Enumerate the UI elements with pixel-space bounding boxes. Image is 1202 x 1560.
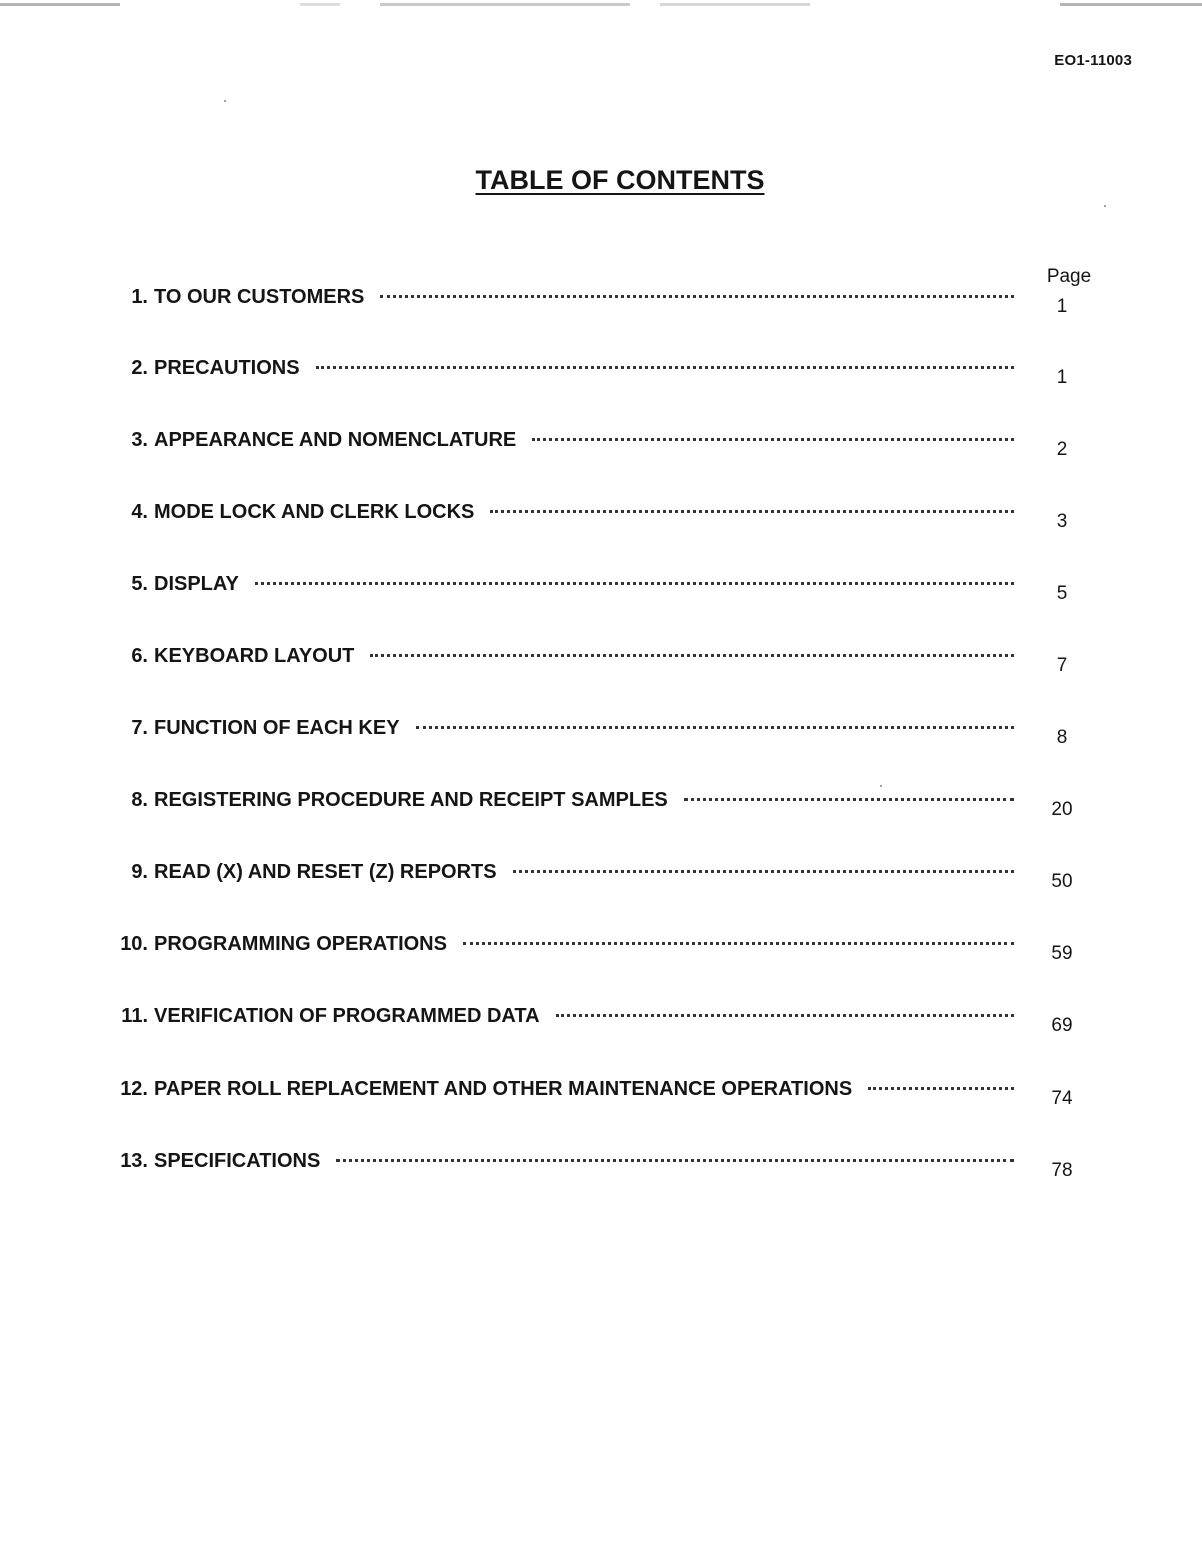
toc-entry-title: MODE LOCK AND CLERK LOCKS	[154, 501, 475, 523]
toc-entry-title: KEYBOARD LAYOUT	[154, 645, 355, 667]
toc-entry-page: 59	[1051, 943, 1073, 964]
toc-entry-number: 8.	[131, 789, 148, 811]
toc-entry[interactable]	[0, 1150, 1202, 1180]
toc-entry-number: 9.	[131, 861, 148, 883]
toc-entry-number: 4.	[131, 501, 148, 523]
toc-entry-page: 5	[1056, 583, 1068, 604]
toc-entry-page: 78	[1051, 1160, 1073, 1181]
dot-leader	[513, 870, 1014, 873]
toc-entry-title: READ (X) AND RESET (Z) REPORTS	[154, 861, 497, 883]
toc-entry[interactable]	[0, 501, 1202, 531]
toc-entry[interactable]	[0, 357, 1202, 387]
toc-entry-page: 69	[1051, 1015, 1073, 1036]
toc-entry-number: 5.	[131, 573, 148, 595]
toc-entry-page: 1	[1056, 296, 1068, 317]
page-title: TABLE OF CONTENTS	[475, 165, 765, 195]
toc-entry-number: 2.	[131, 357, 148, 379]
toc-entry[interactable]	[0, 1005, 1202, 1035]
scan-speck	[224, 100, 226, 102]
toc-entry-number: 13.	[120, 1150, 148, 1172]
toc-entry[interactable]	[0, 1078, 1202, 1108]
toc-entry-number: 11.	[121, 1005, 148, 1027]
dot-leader	[490, 510, 1014, 513]
scan-edge-artifact	[0, 0, 1202, 12]
document-code: EO1-11003	[1054, 52, 1132, 69]
toc-entry-number: 10.	[120, 933, 148, 955]
toc-entry[interactable]	[0, 717, 1202, 747]
toc-entry-title: APPEARANCE AND NOMENCLATURE	[154, 429, 517, 451]
dot-leader	[380, 295, 1014, 298]
toc-entry[interactable]	[0, 789, 1202, 819]
toc-entry-title: PRECAUTIONS	[154, 357, 300, 379]
toc-entry-number: 12.	[120, 1078, 148, 1100]
toc-entry-title: TO OUR CUSTOMERS	[154, 286, 365, 308]
dot-leader	[532, 438, 1014, 441]
toc-entry[interactable]	[0, 861, 1202, 891]
scan-speck	[880, 785, 882, 787]
dot-leader	[463, 942, 1014, 945]
toc-entry-page: 20	[1051, 799, 1073, 820]
toc-entry-title: PAPER ROLL REPLACEMENT AND OTHER MAINTENANCE OPERATIONS	[154, 1078, 853, 1100]
toc-entry-page: 2	[1056, 439, 1068, 460]
toc-entry-page: 7	[1056, 655, 1068, 676]
toc-entry-page: 3	[1056, 511, 1068, 532]
toc-entry[interactable]	[0, 286, 1202, 316]
dot-leader	[556, 1014, 1014, 1017]
dot-leader	[684, 798, 1014, 801]
dot-leader	[416, 726, 1014, 729]
toc-entry-number: 1.	[131, 286, 148, 308]
toc-entry-title: VERIFICATION OF PROGRAMMED DATA	[154, 1005, 540, 1027]
toc-entry-title: FUNCTION OF EACH KEY	[154, 717, 400, 739]
dot-leader	[868, 1087, 1014, 1090]
scan-speck	[1104, 205, 1106, 207]
toc-entry-number: 6.	[131, 645, 148, 667]
toc-entry-page: 50	[1051, 871, 1073, 892]
page-column-header: Page	[1046, 266, 1092, 287]
toc-entry-title: SPECIFICATIONS	[154, 1150, 321, 1172]
toc-entry-number: 7.	[131, 717, 148, 739]
toc-entry[interactable]	[0, 645, 1202, 675]
dot-leader	[255, 582, 1014, 585]
toc-entry[interactable]	[0, 429, 1202, 459]
dot-leader	[316, 366, 1014, 369]
toc-entry-page: 1	[1056, 367, 1068, 388]
toc-entry-title: DISPLAY	[154, 573, 239, 595]
toc-entry-title: PROGRAMMING OPERATIONS	[154, 933, 447, 955]
toc-entry-number: 3.	[131, 429, 148, 451]
toc-entry-page: 74	[1051, 1088, 1073, 1109]
dot-leader	[370, 654, 1014, 657]
dot-leader	[336, 1159, 1014, 1162]
toc-entry[interactable]	[0, 573, 1202, 603]
toc-entry-title: REGISTERING PROCEDURE AND RECEIPT SAMPLES	[154, 789, 668, 811]
toc-entry-page: 8	[1056, 727, 1068, 748]
toc-entry[interactable]	[0, 933, 1202, 963]
